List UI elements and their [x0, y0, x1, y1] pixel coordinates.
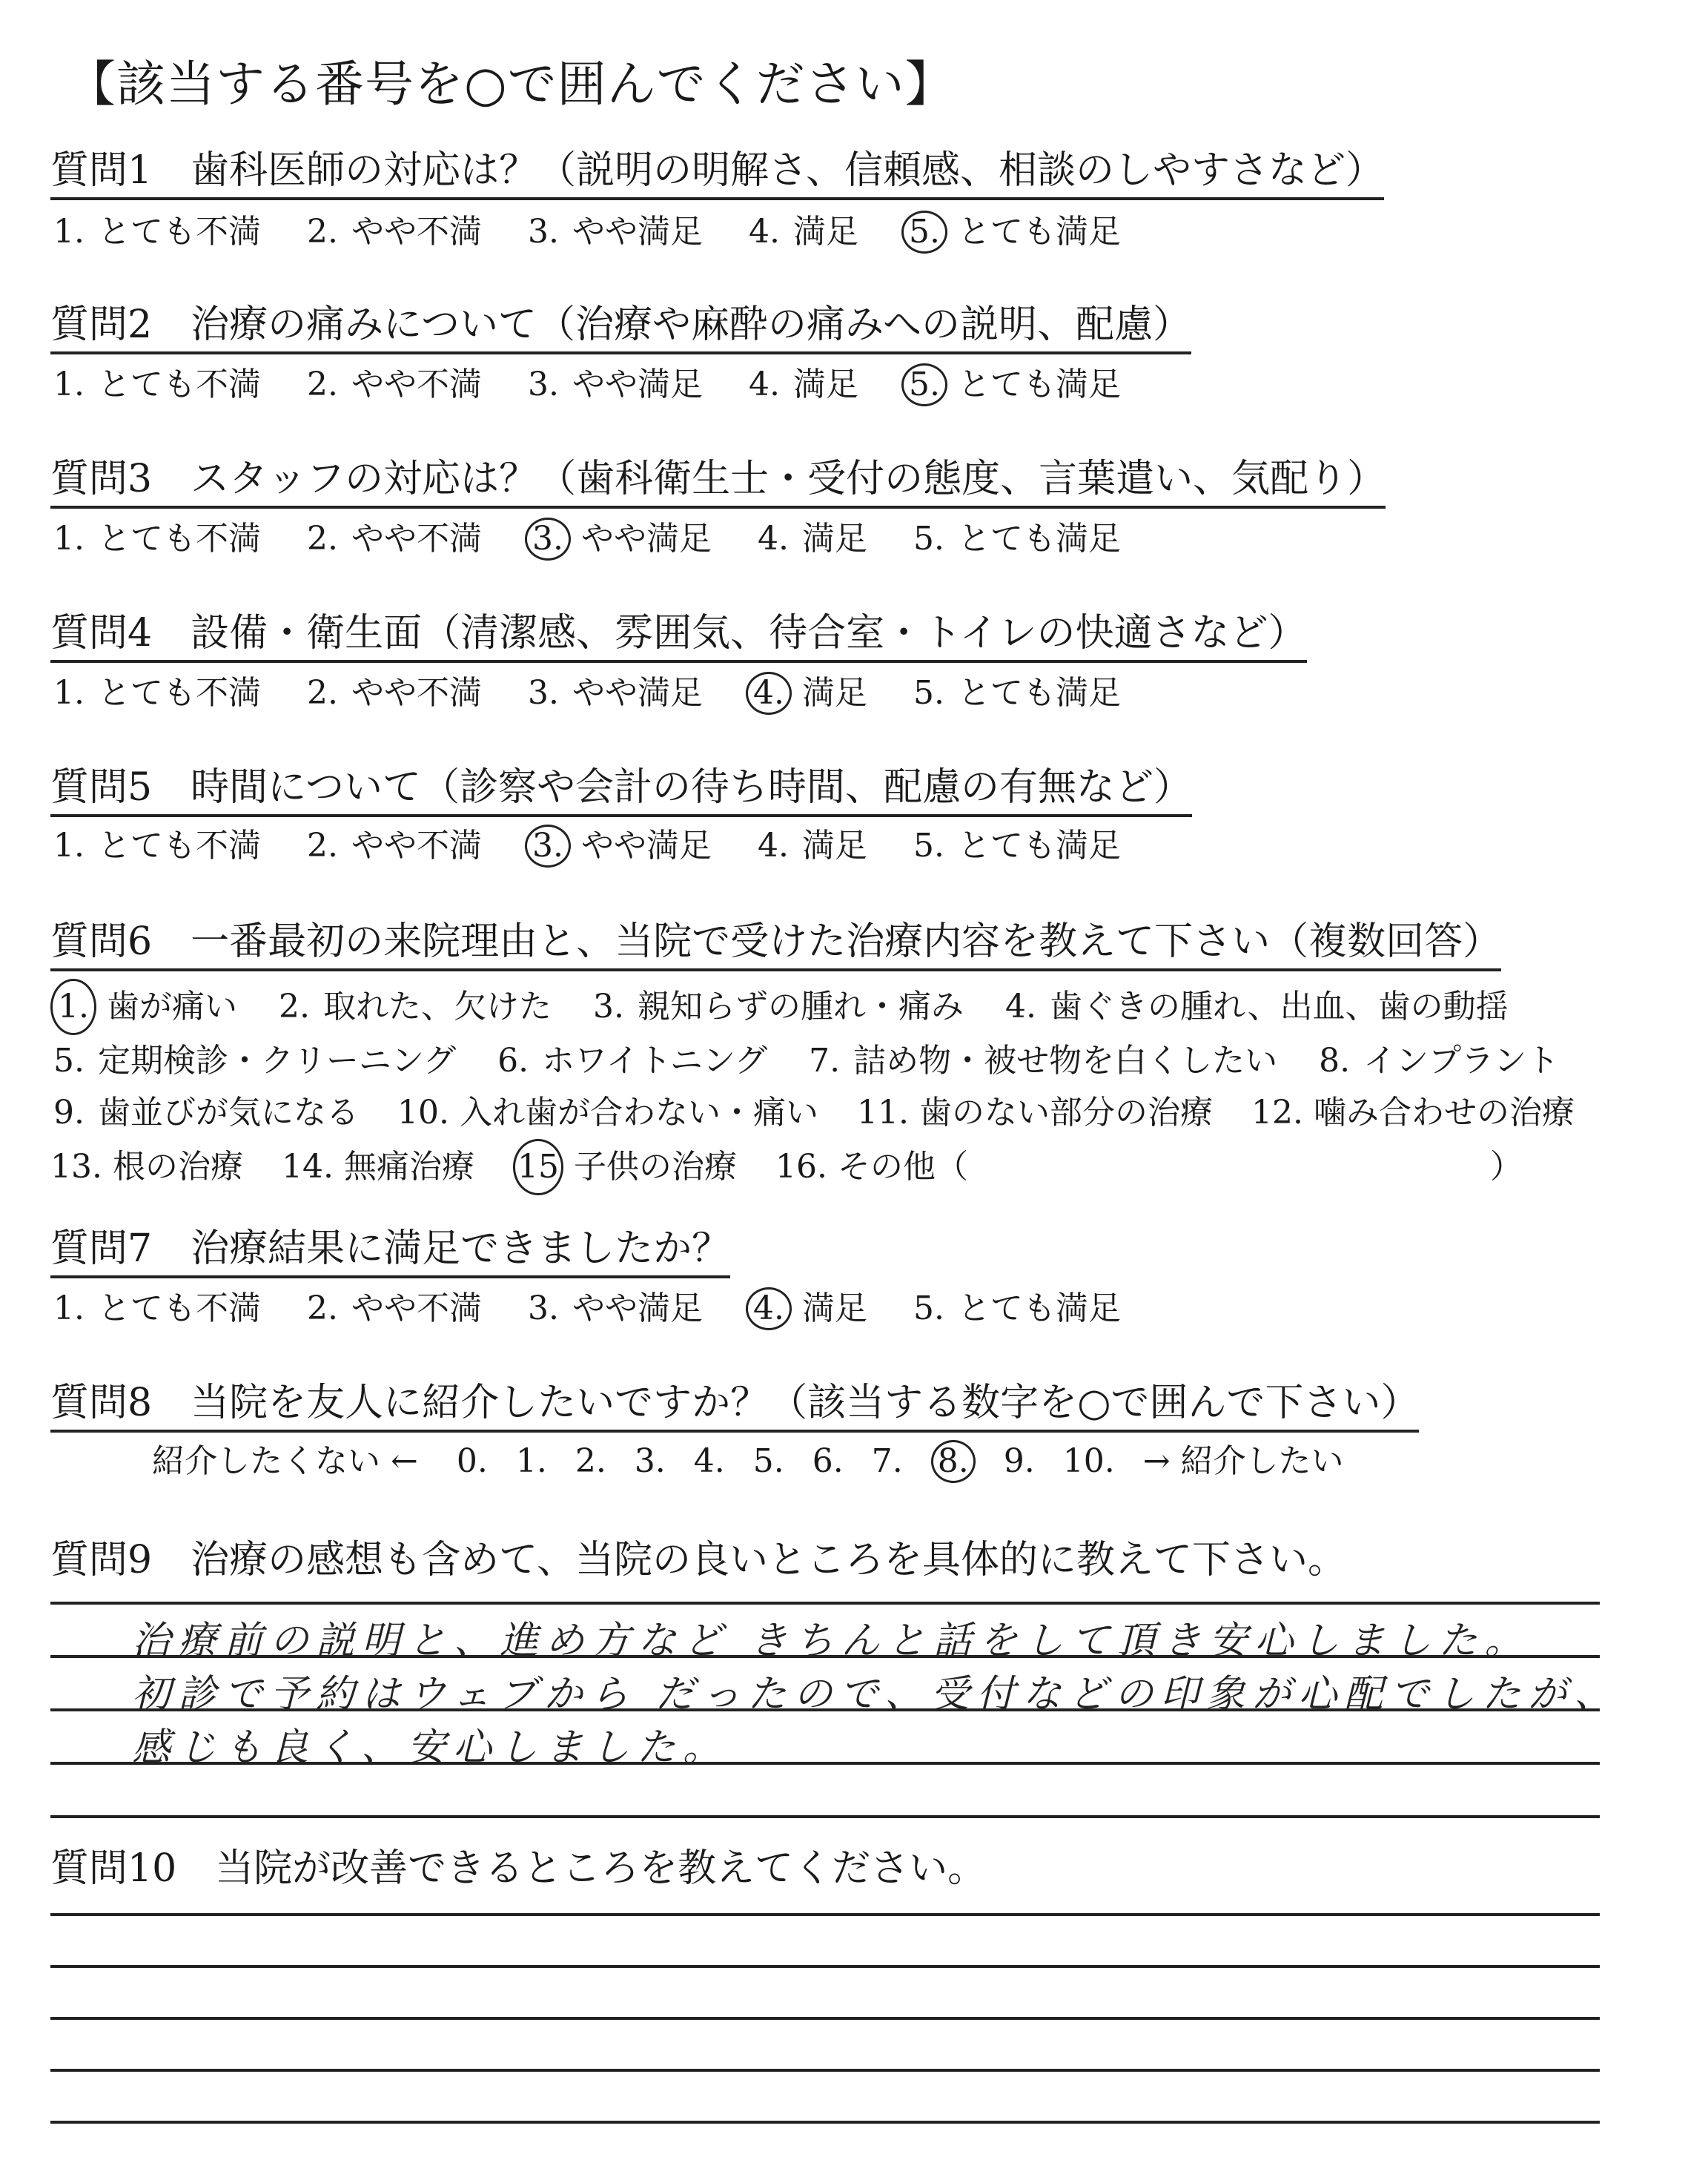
rating-option — [910, 827, 1121, 865]
recommend-scale-right-label: → 紹介したい — [1142, 1442, 1344, 1480]
recommend-score: 5. — [752, 1442, 784, 1480]
option-label: 満足 — [783, 366, 858, 403]
option-number: 11. — [856, 1094, 909, 1132]
question-7-title: 質問7 治療結果に満足できましたか？ — [50, 1226, 730, 1278]
rating-option — [755, 520, 867, 558]
option-label: 歯が痛い — [96, 988, 237, 1025]
reason-option — [397, 1087, 818, 1139]
option-label: とても不満 — [87, 827, 261, 865]
rating-option — [746, 366, 858, 404]
option-number: 1. — [53, 213, 85, 251]
option-label: インプラント — [1353, 1042, 1560, 1080]
option-label: 入れ歯が合わない・痛い — [448, 1094, 818, 1132]
answer-line — [50, 2121, 1600, 2124]
question-3-options — [50, 518, 1164, 561]
option-number: 10. — [397, 1094, 449, 1132]
option-label: やや満足 — [571, 827, 712, 865]
rating-option — [525, 674, 703, 713]
option-number: 3. — [593, 988, 624, 1025]
option-label: とても満足 — [947, 520, 1121, 558]
reason-option — [590, 981, 964, 1033]
question-6-title: 質問6 一番最初の来院理由と、当院で受けた治療内容を教えて下さい（複数回答） — [50, 919, 1501, 971]
option-label: とても満足 — [947, 827, 1121, 865]
rating-option — [746, 1287, 867, 1330]
handwritten-answer-line-3: 感じも良く、安心しました。 — [132, 1725, 729, 1770]
question-10-title: 質問10 当院が改善できるところを教えてください。 — [50, 1846, 987, 1891]
recommend-scale — [152, 1440, 1372, 1483]
handwritten-answer-line-2: 初診で予約はウェブから だったので、受付などの印象が心配でしたが、 — [132, 1672, 1621, 1717]
rating-option — [304, 520, 482, 558]
option-number: 8. — [1319, 1042, 1351, 1080]
question-2-title: 質問2 治療の痛みについて（治療や麻酔の痛みへの説明、配慮） — [50, 303, 1191, 354]
rating-option — [525, 1289, 703, 1328]
question-3-title: 質問3 スタッフの対応は？（歯科衛生士・受付の態度、言葉遣い、気配り） — [50, 457, 1386, 509]
option-label: やや満足 — [562, 674, 703, 712]
option-number: 12. — [1251, 1094, 1303, 1132]
rating-option — [746, 672, 867, 715]
option-number: 2. — [279, 988, 310, 1025]
option-number: 4. — [746, 1287, 792, 1330]
recommend-score: 2. — [575, 1442, 606, 1480]
form-header: 【該当する番号を○で囲んでください】 — [67, 56, 955, 113]
reason-option — [276, 981, 552, 1033]
rating-option — [525, 213, 703, 251]
option-label: やや満足 — [562, 1289, 703, 1327]
reason-option — [282, 1141, 474, 1193]
option-label: 子供の治療 — [563, 1148, 737, 1186]
option-number: 3. — [525, 825, 571, 868]
rating-option — [901, 211, 1121, 254]
option-number: 3. — [528, 366, 559, 403]
rating-option — [50, 827, 261, 865]
option-label: やや満足 — [571, 520, 712, 558]
option-label: とても不満 — [87, 213, 261, 251]
option-number: 16. — [775, 1148, 827, 1186]
option-number: 2. — [307, 213, 338, 251]
rating-option — [50, 520, 261, 558]
reason-option — [1002, 981, 1509, 1033]
option-number: 14. — [281, 1148, 334, 1186]
option-label: とても満足 — [947, 1289, 1121, 1327]
rating-option — [304, 366, 482, 404]
option-number: 13. — [50, 1148, 102, 1186]
option-number: 5. — [901, 363, 947, 406]
answer-line — [50, 2069, 1600, 2072]
option-number: 1. — [53, 674, 85, 712]
rating-option — [910, 520, 1121, 558]
option-label: とても不満 — [87, 366, 261, 403]
option-label: やや満足 — [562, 213, 703, 251]
option-number: 2. — [307, 1289, 338, 1327]
option-number: 1. — [53, 366, 85, 403]
question-2-options — [50, 363, 1164, 406]
question-5-options — [50, 825, 1164, 868]
rating-option — [304, 213, 482, 251]
reason-option — [513, 1139, 737, 1195]
reason-option — [1251, 1087, 1575, 1139]
answer-line — [50, 1815, 1600, 1818]
option-number: 6. — [497, 1042, 529, 1080]
option-label: 歯並びが気になる — [87, 1094, 359, 1132]
recommend-score: 8. — [931, 1440, 976, 1483]
answer-line — [50, 2017, 1600, 2020]
option-number: 3. — [525, 518, 571, 561]
option-label: 歯ぐきの腫れ、出血、歯の動揺 — [1039, 988, 1509, 1025]
question-1-options — [50, 211, 1164, 254]
question-4-options — [50, 672, 1164, 715]
option-label: 取れた、欠けた — [313, 988, 552, 1025]
option-label: 歯のない部分の治療 — [908, 1094, 1213, 1132]
question-7-options — [50, 1287, 1164, 1330]
rating-option — [50, 213, 261, 251]
answer-line — [50, 1965, 1600, 1968]
rating-option — [525, 825, 712, 868]
reason-option — [857, 1087, 1213, 1139]
reason-option — [50, 1141, 243, 1193]
option-label: やや不満 — [341, 827, 482, 865]
answer-line — [50, 1762, 1600, 1765]
recommend-score: 10. — [1062, 1442, 1115, 1480]
reason-option — [1316, 1035, 1559, 1087]
option-label: 満足 — [792, 827, 867, 865]
reason-option — [806, 1035, 1277, 1087]
rating-option — [304, 1289, 482, 1328]
question-8-title: 質問8 当院を友人に紹介したいですか？（該当する数字を○で囲んで下さい） — [50, 1381, 1419, 1433]
option-label: とても不満 — [87, 1289, 261, 1327]
rating-option — [910, 674, 1121, 713]
option-label: やや不満 — [341, 213, 482, 251]
option-number: 5. — [53, 1042, 85, 1080]
answer-line — [50, 1708, 1600, 1711]
rating-option — [304, 674, 482, 713]
option-label: 噛み合わせの治療 — [1302, 1094, 1575, 1132]
handwritten-answer-line-1: 治療前の説明と、進め方など きちんと話をして頂き安心しました。 — [132, 1619, 1531, 1663]
option-label: とても満足 — [947, 674, 1121, 712]
rating-option — [910, 1289, 1121, 1328]
option-number: 5. — [913, 827, 944, 865]
option-label: 満足 — [792, 520, 867, 558]
recommend-score: 1. — [515, 1442, 547, 1480]
option-number: 4. — [749, 366, 780, 403]
question-1-title: 質問1 歯科医師の対応は？（説明の明解さ、信頼感、相談のしやすさなど） — [50, 148, 1384, 200]
rating-option — [755, 827, 867, 865]
recommend-score: 7. — [871, 1442, 903, 1480]
option-number: 4. — [758, 520, 789, 558]
reason-option — [50, 1035, 456, 1087]
option-number: 1. — [53, 520, 85, 558]
rating-option — [525, 366, 703, 404]
recommend-scale-left-label: 紹介したくない ← — [152, 1442, 418, 1480]
reason-option — [775, 1141, 1523, 1193]
option-number: 5. — [913, 520, 944, 558]
option-number: 5. — [913, 1289, 944, 1327]
option-number: 1. — [53, 827, 85, 865]
option-number: 4. — [749, 213, 780, 251]
reason-option — [494, 1035, 767, 1087]
option-number: 7. — [809, 1042, 841, 1080]
option-number: 2. — [307, 827, 338, 865]
option-number: 5. — [913, 674, 944, 712]
recommend-score: 6. — [812, 1442, 844, 1480]
recommend-score: 3. — [634, 1442, 666, 1480]
answer-line — [50, 1913, 1600, 1916]
option-number: 1. — [53, 1289, 85, 1327]
option-label: とても不満 — [87, 674, 261, 712]
rating-option — [304, 827, 482, 865]
answer-line — [50, 1602, 1600, 1605]
option-number: 1. — [50, 979, 96, 1035]
recommend-score: 9. — [1003, 1442, 1035, 1480]
answer-line — [50, 1655, 1600, 1658]
option-label: 親知らずの腫れ・痛み — [627, 988, 964, 1025]
option-number: 9. — [53, 1094, 85, 1132]
question-4-title: 質問4 設備・衛生面（清潔感、雰囲気、待合室・トイレの快適さなど） — [50, 611, 1307, 663]
option-label: とても満足 — [947, 366, 1121, 403]
question-9-title: 質問9 治療の感想も含めて、当院の良いところを具体的に教えて下さい。 — [50, 1538, 1347, 1582]
option-number: 3. — [528, 674, 559, 712]
option-number: 15 — [513, 1139, 563, 1195]
option-label: やや不満 — [341, 674, 482, 712]
option-label: 無痛治療 — [333, 1148, 474, 1186]
option-label: とても満足 — [947, 213, 1121, 251]
option-label: やや不満 — [341, 1289, 482, 1327]
option-number: 2. — [307, 520, 338, 558]
recommend-score: 4. — [693, 1442, 725, 1480]
rating-option — [50, 366, 261, 404]
recommend-score: 0. — [456, 1442, 488, 1480]
option-number: 3. — [528, 1289, 559, 1327]
option-label: やや不満 — [341, 366, 482, 403]
question-6-options — [50, 979, 1613, 1195]
option-label: 詰め物・被せ物を白くしたい — [843, 1042, 1278, 1080]
option-number: 4. — [1005, 988, 1036, 1025]
rating-option — [525, 518, 712, 561]
option-label: 根の治療 — [102, 1148, 243, 1186]
option-label: 満足 — [792, 1289, 867, 1327]
option-label: その他（ ） — [827, 1148, 1523, 1186]
rating-option — [746, 213, 858, 251]
option-label: 満足 — [792, 674, 867, 712]
option-label: やや不満 — [341, 520, 482, 558]
rating-option — [50, 674, 261, 713]
rating-option — [901, 363, 1121, 406]
option-label: ホワイトニング — [532, 1042, 768, 1080]
option-number: 4. — [746, 672, 792, 715]
option-number: 4. — [758, 827, 789, 865]
option-label: やや満足 — [562, 366, 703, 403]
reason-option — [50, 1087, 359, 1139]
rating-option — [50, 1289, 261, 1328]
option-label: 定期検診・クリーニング — [87, 1042, 457, 1080]
option-number: 5. — [901, 211, 947, 254]
question-5-title: 質問5 時間について（診察や会計の待ち時間、配慮の有無など） — [50, 765, 1192, 817]
reason-option — [50, 979, 237, 1035]
option-number: 2. — [307, 674, 338, 712]
option-label: 満足 — [783, 213, 858, 251]
option-number: 2. — [307, 366, 338, 403]
option-number: 3. — [528, 213, 559, 251]
option-label: とても不満 — [87, 520, 261, 558]
